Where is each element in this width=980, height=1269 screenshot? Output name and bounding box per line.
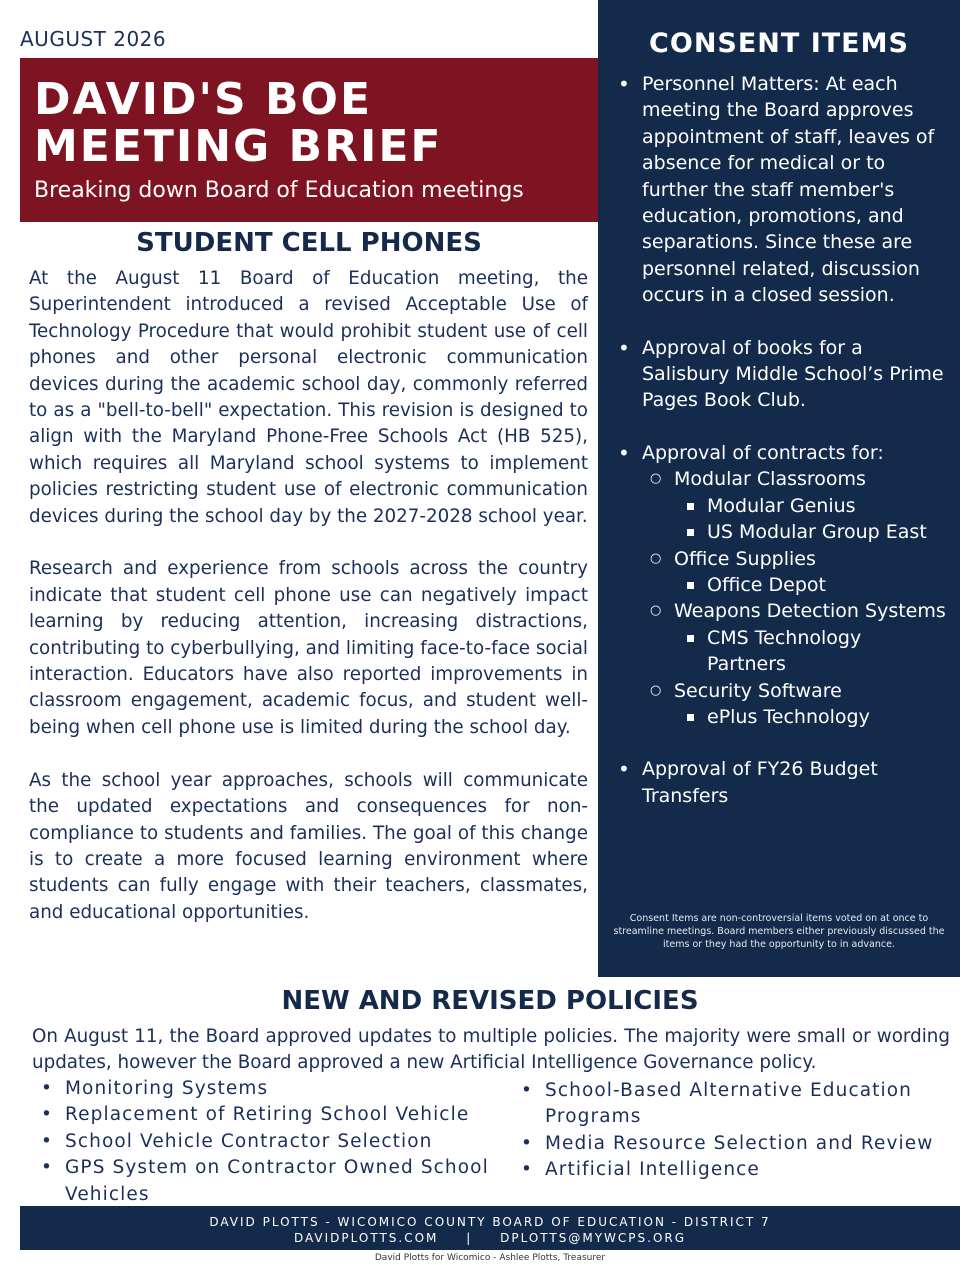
consent-list bbox=[598, 71, 960, 809]
contract-category bbox=[674, 546, 946, 599]
vendor-item: ePlus Technology bbox=[707, 704, 946, 730]
cell-phones-article bbox=[29, 266, 588, 953]
policies-list-right bbox=[521, 1078, 951, 1184]
policies-intro: On August 11, the Board approved updates to multiple policies. The majority were small or wording updates, however the Board approved a new Artificial Intelligence Governance policy. bbox=[32, 1026, 950, 1074]
website-link[interactable]: DAVIDPLOTTS.COM bbox=[293, 1231, 439, 1245]
title-line-2: MEETING BRIEF bbox=[34, 121, 443, 172]
policy-item: • Artificial Intelligence bbox=[521, 1157, 951, 1183]
footer-separator: | bbox=[466, 1231, 473, 1245]
policy-item: • Media Resource Selection and Review bbox=[521, 1131, 951, 1157]
contract-category-label: Weapons Detection Systems bbox=[674, 600, 946, 623]
paid-for-credit: David Plotts for Wicomico - Ashlee Plotts, Treasurer bbox=[374, 1253, 606, 1263]
article-paragraph: At the August 11 Board of Education meeting, the Superintendent introduced a revised Acceptable Use of Technology Procedure that would prohibit student use of cell phones and other personal electronic communication devices during the academic school day, commonly referred to as a "bell-to-bell" expectation. This revision is designed to align with the Maryland Phone-Free Schools Act (HB 525), which requires all Maryland school systems to implement policies restricting student use of electronic communication devices during the school day by the 2027-2028 school year. bbox=[29, 268, 588, 527]
policy-item: • Monitoring Systems bbox=[41, 1076, 511, 1102]
policies-list-left bbox=[41, 1076, 511, 1208]
consent-item-books: • Approval of books for a Salisbury Middle School’s Prime Pages Book Club. bbox=[618, 335, 946, 414]
contracts-list bbox=[642, 466, 946, 730]
footer-title: DAVID PLOTTS - WICOMICO COUNTY BOARD OF EDUCATION - DISTRICT 7 bbox=[209, 1215, 771, 1229]
contract-category bbox=[674, 466, 946, 545]
contract-category-label: Modular Classrooms bbox=[674, 468, 866, 491]
consent-heading: CONSENT ITEMS bbox=[649, 28, 909, 59]
footer-bar bbox=[20, 1206, 960, 1250]
title-line-1: DAVID'S BOE bbox=[34, 74, 373, 125]
article-paragraph: As the school year approaches, schools will communicate the updated expectations and consequences for non-compliance to students and families. The goal of this change is to create a more focused learning environment where students can fully engage with their teachers, classmates, and educational opportunities. bbox=[29, 769, 588, 923]
vendor-item: US Modular Group East bbox=[707, 519, 946, 545]
contract-category-label: Security Software bbox=[674, 679, 842, 702]
policy-item: • Replacement of Retiring School Vehicle bbox=[41, 1102, 511, 1128]
article-paragraph: Research and experience from schools across the country indicate that student cell phone use can negatively impact learning by reducing attention, increasing distractions, contributing to cyberbullying, and limiting face-to-face social interaction. Educators have also reported improvements in classroom engagement, academic focus, and student well-being when cell phone use is limited during the school day. bbox=[29, 558, 588, 738]
contract-category bbox=[674, 598, 946, 677]
subtitle: Breaking down Board of Education meetings bbox=[34, 178, 524, 203]
newsletter-date: AUGUST 2026 bbox=[20, 27, 167, 51]
contracts-label: Approval of contracts for: bbox=[642, 441, 884, 464]
vendor-item: Office Depot bbox=[707, 572, 946, 598]
email-link[interactable]: DPLOTTS@MYWCPS.ORG bbox=[500, 1231, 687, 1245]
consent-item-contracts bbox=[618, 440, 946, 730]
consent-item-budget: • Approval of FY26 Budget Transfers bbox=[618, 756, 946, 809]
footer-contact bbox=[20, 1230, 960, 1246]
cell-phones-heading: STUDENT CELL PHONES bbox=[136, 228, 482, 258]
consent-item-personnel: • Personnel Matters: At each meeting the Board approves appointment of staff, leaves of absence for medical or to further the staff member's education, promotions, and separations. Since these are personnel related, discussion occurs in a closed session. bbox=[618, 71, 946, 309]
consent-footnote: Consent Items are non-controversial items voted on at once to streamline meetings. Board members either previously discussed the items or they had the opportunity to in advance. bbox=[613, 913, 945, 950]
consent-sidebar bbox=[598, 0, 960, 977]
title-banner bbox=[20, 58, 598, 222]
vendor-item: Modular Genius bbox=[707, 493, 946, 519]
contract-category-label: Office Supplies bbox=[674, 547, 816, 570]
policies-heading: NEW AND REVISED POLICIES bbox=[281, 986, 699, 1016]
policy-item: • GPS System on Contractor Owned School Vehicles bbox=[41, 1155, 511, 1208]
vendor-item: CMS Technology Partners bbox=[707, 625, 946, 678]
policy-item: • School-Based Alternative Education Programs bbox=[521, 1078, 951, 1131]
policy-item: • School Vehicle Contractor Selection bbox=[41, 1129, 511, 1155]
contract-category bbox=[674, 678, 946, 731]
